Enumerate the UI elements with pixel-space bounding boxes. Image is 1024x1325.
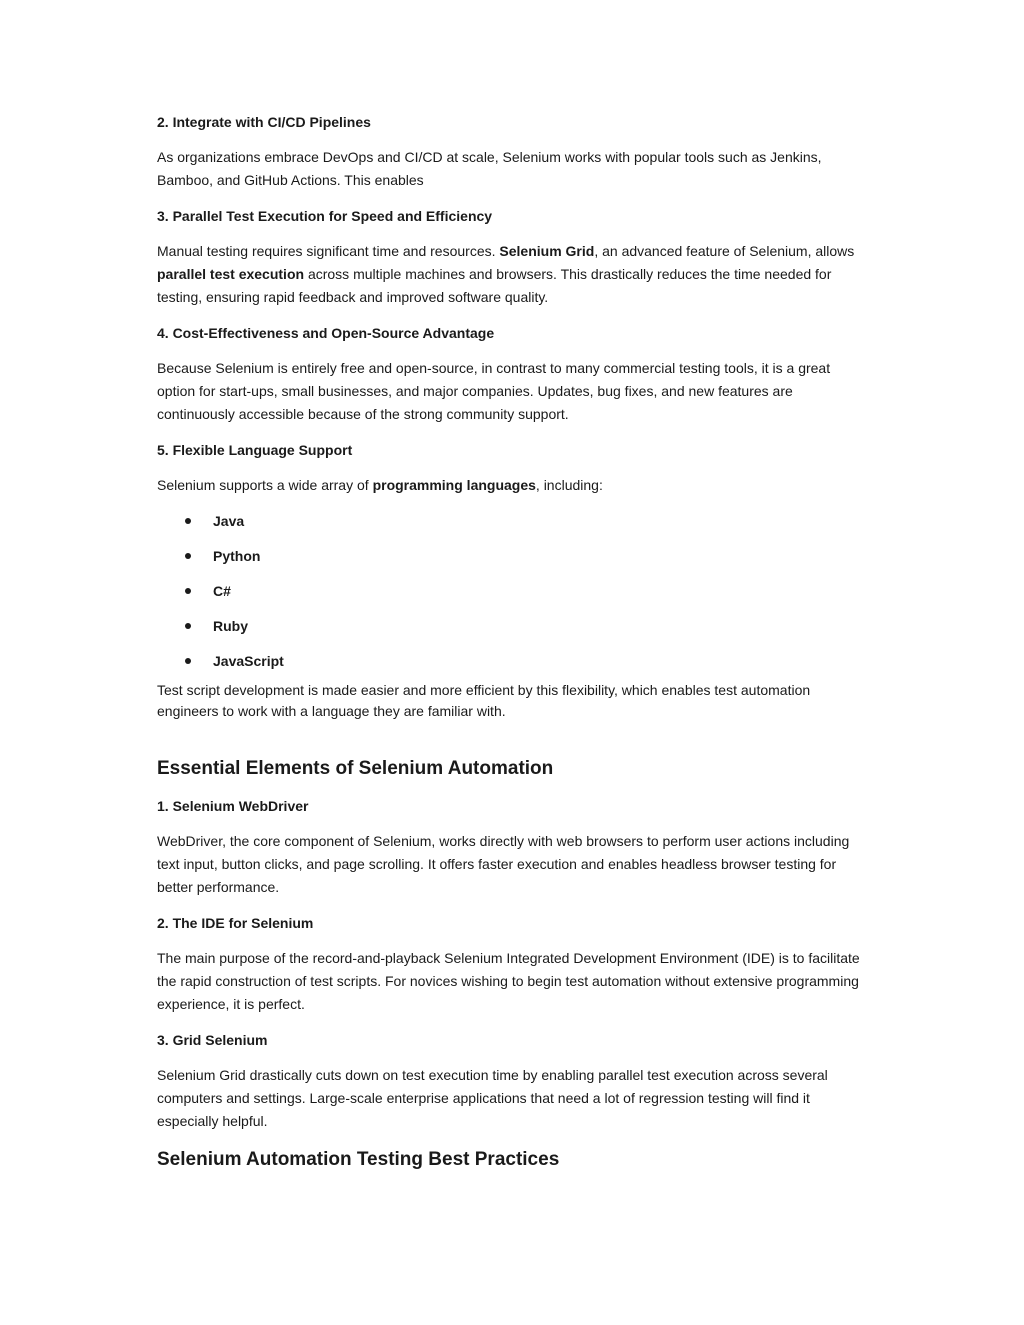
element-heading-ide: 2. The IDE for Selenium <box>157 915 314 931</box>
bullet-icon <box>185 588 191 594</box>
section-heading-language: 5. Flexible Language Support <box>157 442 353 458</box>
list-item: C# <box>157 581 869 616</box>
best-practices-title: Selenium Automation Testing Best Practices <box>157 1149 560 1170</box>
list-item: Ruby <box>157 616 869 651</box>
section-body-cost: Because Selenium is entirely free and open-source, in contrast to many commercial testing tools, it is a great option for start-ups, small businesses, and major companies. Updates, bug fixes, and new features are continuously accessible because of the strong community support. <box>157 360 831 422</box>
element-heading-webdriver: 1. Selenium WebDriver <box>157 798 309 814</box>
section-heading-ci-cd: 2. Integrate with CI/CD Pipelines <box>157 114 371 130</box>
section-heading-cost: 4. Cost-Effectiveness and Open-Source Advantage <box>157 325 495 341</box>
bold-selenium-grid: Selenium Grid <box>499 243 595 259</box>
section-heading-parallel: 3. Parallel Test Execution for Speed and Efficiency <box>157 208 493 224</box>
element-body-grid: Selenium Grid drastically cuts down on test execution time by enabling parallel test execution across several computers and settings. Large-scale enterprise applications that need a lot of regression testing will find it especially helpful. <box>157 1067 828 1129</box>
document-page <box>157 112 869 1173</box>
element-heading-grid: 3. Grid Selenium <box>157 1032 268 1048</box>
element-body-webdriver: WebDriver, the core component of Selenium, works directly with web browsers to perform user actions including text input, button clicks, and page scrolling. It offers faster execution and enables headless browser testing for better performance. <box>157 833 850 895</box>
list-item: Python <box>157 546 869 581</box>
bullet-icon <box>185 658 191 664</box>
bullet-icon <box>185 623 191 629</box>
bold-programming-languages: programming languages <box>372 477 536 493</box>
list-item: JavaScript <box>157 651 869 676</box>
section-intro-language: Selenium supports a wide array of programming languages, including: <box>157 477 603 493</box>
bold-parallel-test-execution: parallel test execution <box>157 266 305 282</box>
list-item: Java <box>157 511 869 546</box>
language-list <box>157 511 869 676</box>
element-body-ide: The main purpose of the record-and-playback Selenium Integrated Development Environment (IDE) is to facilitate the rapid construction of test scripts. For novices wishing to begin test automation without extensive programming experience, it is perfect. <box>157 950 860 1012</box>
section-body-parallel: Manual testing requires significant time and resources. Selenium Grid, an advanced feature of Selenium, allows parallel test execution across multiple machines and browsers. This drastically reduces the time needed for testing, ensuring rapid feedback and improved software quality. <box>157 243 855 305</box>
bullet-icon <box>185 518 191 524</box>
bullet-icon <box>185 553 191 559</box>
section-outro-language: Test script development is made easier and more efficient by this flexibility, which enables test automation engineers to work with a language they are familiar with. <box>157 682 811 719</box>
essential-elements-title: Essential Elements of Selenium Automation <box>157 758 554 779</box>
section-body-ci-cd: As organizations embrace DevOps and CI/CD at scale, Selenium works with popular tools such as Jenkins, Bamboo, and GitHub Actions. This enables <box>157 149 822 188</box>
